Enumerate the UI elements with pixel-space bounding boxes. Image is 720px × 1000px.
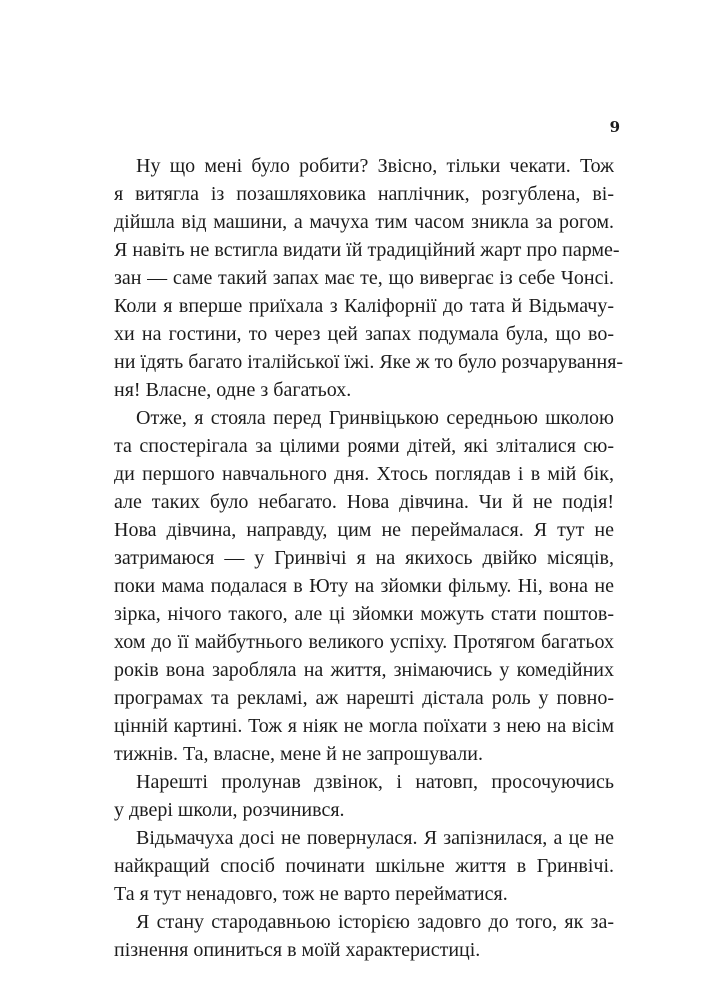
page-number: 9 — [609, 118, 620, 136]
text-line: пізнення опиниться в моїй характеристиці. — [114, 939, 481, 961]
text-line: Відьмачуха досі не повернулася. Я запізнилася, а це не — [136, 827, 614, 849]
text-line: поки мама подалася в Юту на зйомки фільму. Ні, вона не — [114, 575, 614, 597]
text-line: Отже, я стояла перед Гринвіцькою середньою школою — [136, 407, 614, 429]
text-line: тижнів. Та, власне, мене й не запрошували. — [114, 743, 483, 765]
paragraph — [114, 824, 614, 908]
body-text — [114, 152, 624, 964]
text-line: я витягла із позашляховика наплічник, розгублена, ві- — [114, 183, 614, 205]
paragraph — [114, 908, 614, 964]
text-line: зан — саме такий запах має те, що вивергає із себе Чонсі. — [114, 267, 614, 289]
text-line: дійшла від машини, а мачуха тим часом зникла за рогом. — [114, 211, 614, 233]
text-line: хом до її майбутнього великого успіху. Протягом багатьох — [114, 631, 614, 653]
text-line: Коли я вперше приїхала з Каліфорнії до тата й Відьмачу- — [114, 295, 614, 317]
text-line: Нова дівчина, направду, цим не переймалася. Я тут не — [114, 519, 614, 541]
text-line: затримаюся — у Гринвічі я на якихось двійко місяців, — [114, 547, 614, 569]
text-line: ня! Власне, одне з багатьох. — [114, 379, 352, 401]
text-line: та спостерігала за цілими роями дітей, які зліталися сю- — [114, 435, 614, 457]
text-line: у двері школи, розчинився. — [114, 799, 345, 821]
text-line: найкращий спосіб починати шкільне життя в Гринвічі. — [114, 855, 614, 877]
text-line: цінній картині. Тож я ніяк не могла поїхати з нею на вісім — [114, 715, 614, 737]
text-line: років вона заробляла на життя, знімаючись у комедійних — [114, 659, 614, 681]
text-line: Нарешті пролунав дзвінок, і натовп, просочуючись — [136, 771, 614, 793]
paragraph — [114, 404, 614, 768]
text-line: Та я тут ненадовго, тож не варто перейматися. — [114, 883, 508, 905]
text-line: Ну що мені було робити? Звісно, тільки чекати. Тож — [136, 155, 614, 177]
text-line: ни їдять багато італійської їжі. Яке ж то було розчарування- — [114, 351, 624, 373]
paragraph — [114, 152, 624, 404]
text-line: програмах та рекламі, аж нарешті дістала роль у повно- — [114, 687, 614, 709]
text-line: ди першого навчального дня. Хтось поглядав і в мій бік, — [114, 463, 614, 485]
text-line: зірка, нічого такого, але ці зйомки можуть стати поштов- — [114, 603, 614, 625]
text-line: Я навіть не встигла видати їй традиційний жарт про парме- — [114, 239, 620, 261]
paragraph — [114, 768, 614, 824]
text-line: хи на гостини, то через цей запах подумала була, що во- — [114, 323, 614, 345]
text-line: але таких було небагато. Нова дівчина. Чи й не подія! — [114, 491, 614, 513]
text-line: Я стану стародавньою історією задовго до того, як за- — [136, 911, 614, 933]
